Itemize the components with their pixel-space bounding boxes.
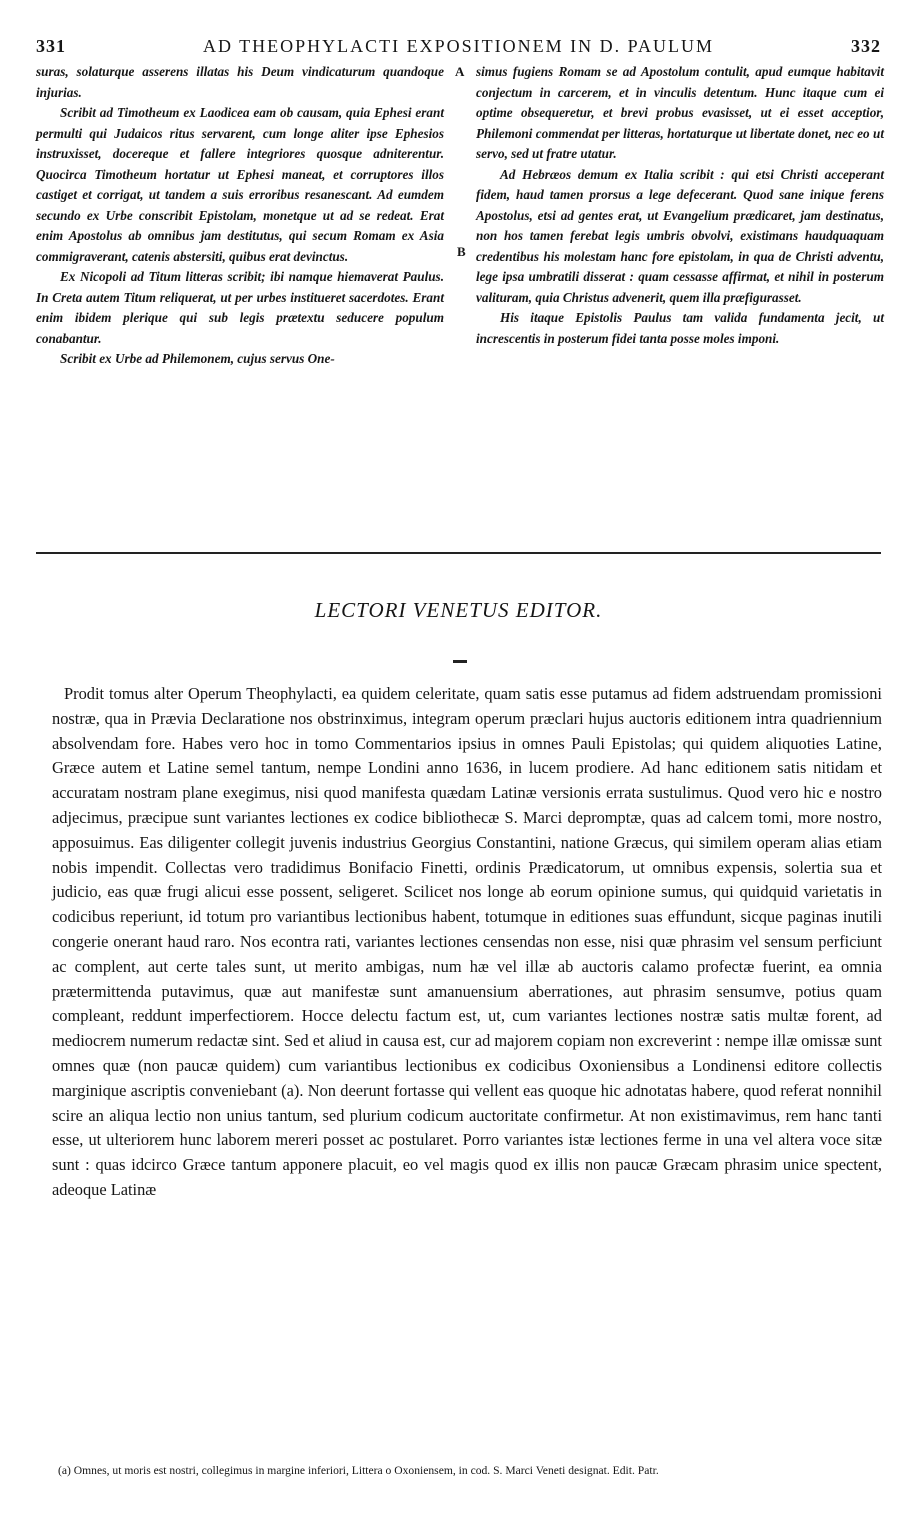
right-paragraph: simus fugiens Romam se ad Apostolum contulit, apud eumque habitavit conjectum in carcerem, et in vinculis detentum. Hunc itaque cum ei optime obsequeretur, et brevi probus evasisset, ut ei esset acceptior, Philemoni commendat per litteras, hortaturque ut libertate donet, nec eo ut servo, sed ut fratre utatur.	[476, 64, 884, 161]
left-column	[36, 62, 444, 370]
preface-paragraph: Prodit tomus alter Operum Theophylacti, ea quidem celeritate, quam satis esse putamus ad fidem adstruendam promissioni nostræ, qua in Prævia Declaratione nos obstrinximus, integram operum præclari hujus auctoris editionem intra quadriennium absolvendam fore. Habes vero hoc in tomo Commentarios ipsius in omnes Pauli Epistolas; qui quidem aliquoties Latine, Græce autem et Latine semel tantum, nempe Londini anno 1636, in lucem prodiere. Ad hanc editionem satis nitidam et accuratam nostram plane exegimus, nisi quod manifesta quædam Latinæ versionis errata sustulimus. Quod vero hic e nostro adjecimus, præcipue sunt variantes lectiones ex codice bibliothecæ S. Marci depromptæ, quas ad calcem tomi, more nostro, apposuimus. Eas diligenter collegit juvenis industrius Georgius Constantini, natione Græcus, qui similem operam alias etiam nobis impendit. Collectas vero tradidimus Bonifacio Finetti, ordinis Prædicatorum, ut omnibus expensis, solertia sua et judicio, eas quæ frugi alicui esse possent, seligeret. Scilicet nos longe ab eorum opinione sumus, qui quidquid varietatis in codicibus reperiunt, id totum pro variantibus lectionibus habent, totumque in editiones suas effundunt, sicque paginas inutili congerie onerant haud raro. Nos econtra rati, variantes lectiones censendas non esse, nisi quæ phrasim vel sensum perficiunt ac complent, aut certe tales sunt, ut merito ambigas, num hæ vel illæ ab auctoris calamo profectæ fuerint, ea omnia prætermittenda putavimus, quæ aut manifestæ sunt amanuensium aberrationes, aut phrasim sensumve, potius quam compleant, reddunt imperfectiorem. Hocce delectu factum est, ut, cum variantes lectiones nostræ satis multæ forent, ad mediocrem numerum redactæ sint. Sed et aliud in causa est, cur ad majorem copiam non excreverint : nempe illæ omissæ sunt omnes quæ (non paucæ quidem) cum variantibus lectionibus ex codicibus Oxoniensibus a Londinensi editore collectis marginique ascriptis conveniebant (a). Non deerunt fortasse qui vellent eas quoque hic adnotatas habere, quod referat nonnihil scire an aliqua lectio non unius tantum, sed plurium codicum auctoritate confirmetur. At non existimavimus, rem hanc tanti esse, ut ulteriorem hunc laborem mereri posset ac postularet. Porro variantes istæ lectiones ferme in una vel altera voce sitæ sunt : quas idcirco Græce tantum apponere placuit, eo vel magis quod ex illis non paucæ Græcam phrasim unice spectent, adeoque Latinæ	[52, 684, 882, 1199]
left-paragraph: Scribit ex Urbe ad Philemonem, cujus servus One-	[60, 351, 335, 366]
page-number-left: 331	[36, 36, 66, 56]
running-title: AD THEOPHYLACTI EXPOSITIONEM IN D. PAULUM	[202, 36, 714, 56]
footnote-text: (a) Omnes, ut moris est nostri, collegimus in margine inferiori, Littera o Oxoniensem, in cod. S. Marci Veneti designat. Edit. Patr.	[58, 1464, 659, 1477]
section-title: LECTORI VENETUS EDITOR.	[314, 598, 603, 622]
left-paragraph: Scribit ad Timotheum ex Laodicea eam ob causam, quia Ephesi erant permulti qui Judaicos ritus servarent, cum longe aliter ipse Ephesios instruxisset, docereque et fallere integriores quosque adniterentur. Quocirca Timotheum hortatur ut Ephesi maneat, et corruptores illos castiget et corrigat, ut tandem a suis erroribus resanescant. Ad eumdem secundo ex Urbe conscribit Epistolam, monetque ut ad se redeat. Erat enim Apostolus ab omnibus jam destitutus, qui secum Romam ex Asia commigraverant, catenis abstersiti, quibus erat devinctus.	[36, 105, 444, 264]
preface-body	[52, 682, 882, 1203]
left-paragraph: Ex Nicopoli ad Titum litteras scribit; ibi namque hiemaverat Paulus. In Creta autem Titum reliquerat, ut per urbes institueret sacerdotes. Erant enim ibidem plerique qui sub legis prætextu seducere populum conabantur.	[36, 269, 444, 346]
page-number-right: 332	[851, 36, 881, 56]
title-dash	[453, 660, 467, 663]
footnote	[46, 1462, 882, 1479]
section-divider	[36, 552, 881, 554]
left-paragraph: suras, solaturque asserens illatas his Deum vindicaturum quandoque injurias.	[36, 64, 444, 100]
right-column	[476, 62, 884, 349]
right-paragraph: His itaque Epistolis Paulus tam valida fundamenta jecit, ut increscentis in posterum fidei tanta posse moles imponi.	[476, 310, 884, 346]
running-header	[36, 36, 881, 58]
column-marker-b: B	[457, 244, 466, 259]
column-marker-a: A	[455, 64, 465, 79]
right-paragraph: Ad Hebræos demum ex Italia scribit : qui etsi Christi acceperant fidem, haud tamen prorsus a lege defecerant. Quod sane inique ferens Apostolus, etsi ad gentes erat, ut Evangelium prædicaret, jam destinatus, non hos tamen ferebat legis umbris obvolvi, existimans haudquaquam credentibus his molestam hanc fore epistolam, in qua de Christi adventu, lege ipsa umbratili disserat : quam cessasse affirmat, et nihil in posterum valituram, quia Christus advenerit, quem illa præfigurasset.	[476, 166, 884, 305]
